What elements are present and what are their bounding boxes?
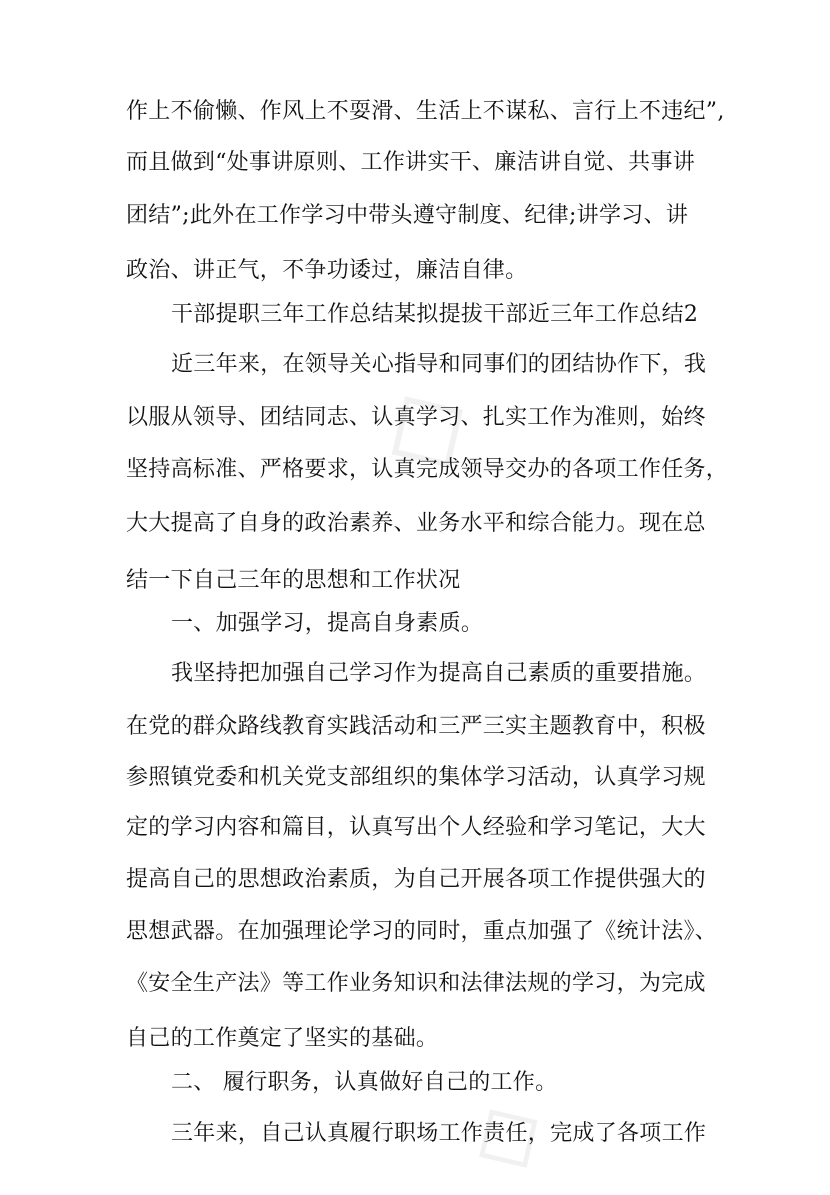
text-line: 大大提高了自身的政治素养、业务水平和综合能力。现在总	[126, 511, 706, 536]
paragraph-start: 我坚持把加强自己学习作为提高自己素质的重要措施。	[171, 661, 707, 686]
text-line: 团结”;此外在工作学习中带头遵守制度、纪律;讲学习、讲	[126, 203, 689, 228]
section-title: 干部提职三年工作总结某拟提拔干部近三年工作总结2	[171, 302, 699, 327]
watermark: ◇	[352, 347, 493, 501]
text-line: 以服从领导、团结同志、认真学习、扎实工作为准则，始终	[126, 405, 706, 430]
text-line: 思想武器。在加强理论学习的同时，重点加强了《统计法》、	[126, 919, 718, 944]
text-line: 参照镇党委和机关党支部组织的集体学习活动，认真学习规	[126, 765, 706, 790]
text-line: 结一下自己三年的思想和工作状况	[126, 568, 461, 593]
text-line: 自己的工作奠定了坚实的基础。	[126, 1026, 439, 1051]
text-line: 而且做到“处事讲原则、工作讲实干、廉洁讲自觉、共事讲	[126, 150, 696, 175]
text-line: 定的学习内容和篇目，认真写出个人经验和学习笔记，大大	[126, 815, 706, 840]
text-line: 作上不偷懒、作风上不耍滑、生活上不谋私、言行上不违纪”,	[126, 99, 725, 124]
heading-two: 二、 履行职务，认真做好自己的工作。	[171, 1070, 558, 1095]
text-line: 政治、讲正气，不争功诿过，廉洁自律。	[126, 258, 528, 283]
watermark: ◇	[447, 1069, 562, 1195]
heading-one: 一、加强学习，提高自身素质。	[171, 611, 484, 636]
paragraph-start: 三年来，自己认真履行职场工作责任，完成了各项工作	[171, 1121, 707, 1146]
text-line: 《安全生产法》等工作业务知识和法律法规的学习，为完成	[126, 971, 706, 996]
text-line: 提高自己的思想政治素质，为自己开展各项工作提供强大的	[126, 867, 706, 892]
text-line: 在党的群众路线教育实践活动和三严三实主题教育中，积极	[126, 714, 706, 739]
text-line: 坚持高标准、严格要求，认真完成领导交办的各项工作任务，	[126, 457, 729, 482]
paragraph-start: 近三年来，在领导关心指导和同事们的团结协作下，我	[171, 352, 707, 377]
